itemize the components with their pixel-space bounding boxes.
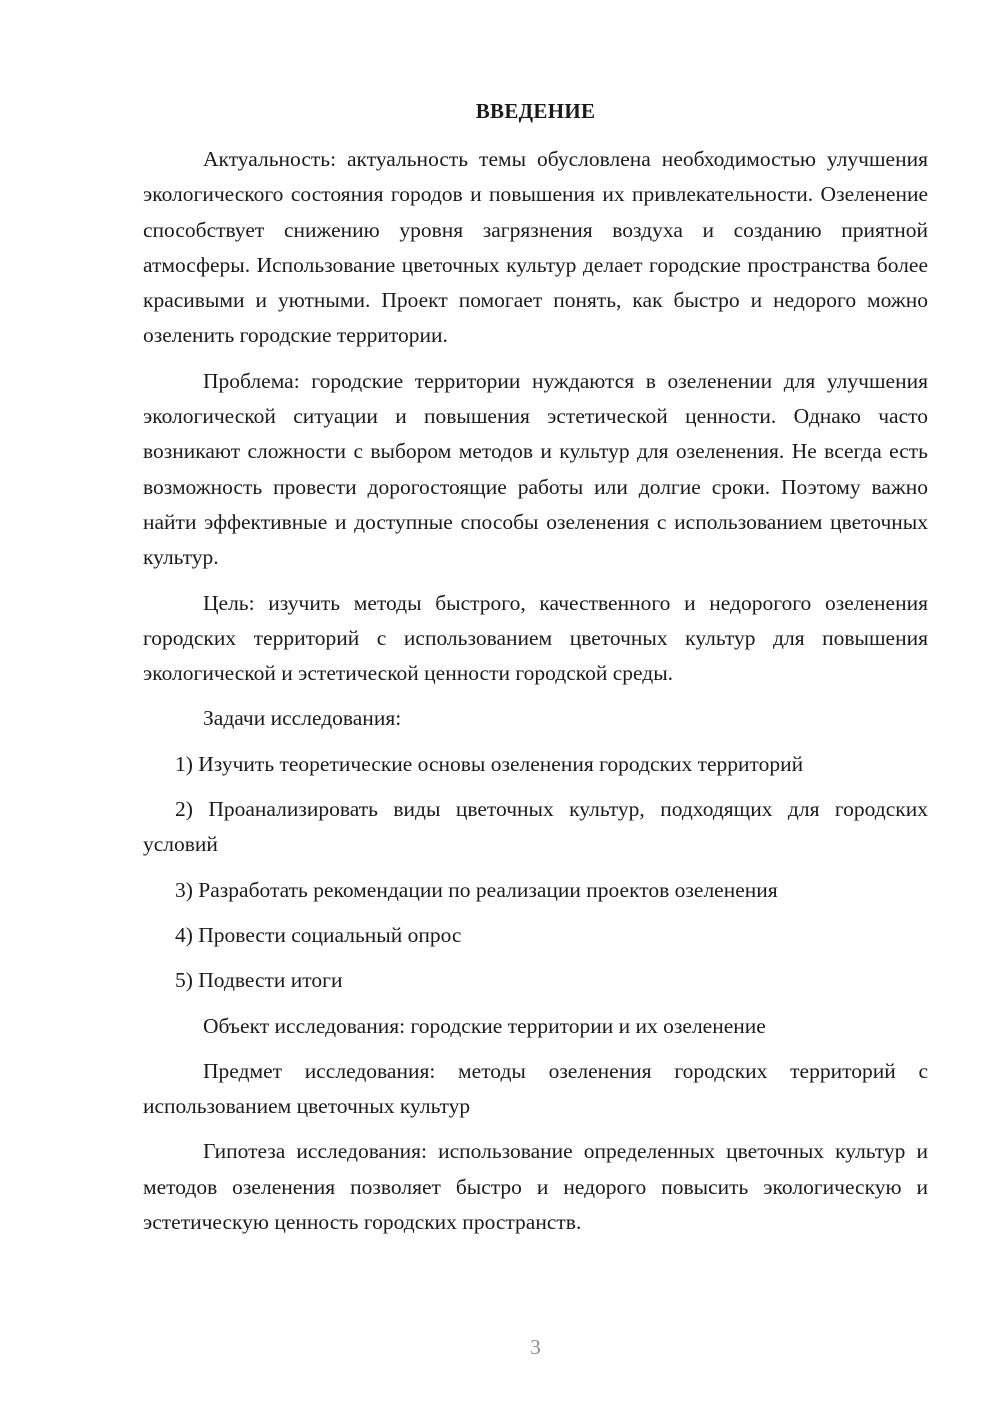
task-item-4: 4) Провести социальный опрос	[175, 922, 462, 947]
paragraph-object: Объект исследования: городские территории и их озеленение	[203, 1013, 766, 1038]
paragraph-goal: Цель: изучить методы быстрого, качественного и недорогого озеленения городских территорий с использованием цветочных культур для повышения экологической и эстетической ценности городской среды.	[143, 590, 928, 686]
task-item-1: 1) Изучить теоретические основы озеленения городских территорий	[175, 751, 804, 776]
paragraph-subject: Предмет исследования: методы озеленения городских территорий с использованием цветочных культур	[143, 1058, 928, 1119]
paragraph-hypothesis: Гипотеза исследования: использование определенных цветочных культур и методов озеленения позволяет быстро и недорого повысить экологическую и эстетическую ценность городских пространств.	[143, 1139, 928, 1235]
document-page	[143, 0, 928, 1414]
task-item-2: 2) Проанализировать виды цветочных культур, подходящих для городских условий	[143, 797, 928, 857]
paragraph-problem: Проблема: городские территории нуждаются в озеленении для улучшения экологической ситуации и повышения эстетической ценности. Однако часто возникают сложности с выбором методов и культур для озеленения. Не всегда есть возможность провести дорогостоящие работы или долгие сроки. Поэтому важно найти эффективные и доступные способы озеленения с использованием цветочных культур.	[143, 368, 928, 570]
page-number: 3	[530, 1335, 541, 1359]
paragraph-relevance: Актуальность: актуальность темы обусловлена необходимостью улучшения экологического состояния городов и повышения их привлекательности. Озеленение способствует снижению уровня загрязнения воздуха и созданию приятной атмосферы. Использование цветочных культур делает городские пространства более красивыми и уютными. Проект помогает понять, как быстро и недорого можно озеленить городские территории.	[143, 147, 928, 348]
paragraph-tasks-heading: Задачи исследования:	[203, 706, 402, 731]
task-item-5: 5) Подвести итоги	[175, 968, 343, 993]
document-body	[143, 142, 928, 1250]
section-title: ВВЕДЕНИЕ	[475, 99, 596, 123]
task-item-3: 3) Разработать рекомендации по реализации проектов озеленения	[175, 877, 778, 902]
